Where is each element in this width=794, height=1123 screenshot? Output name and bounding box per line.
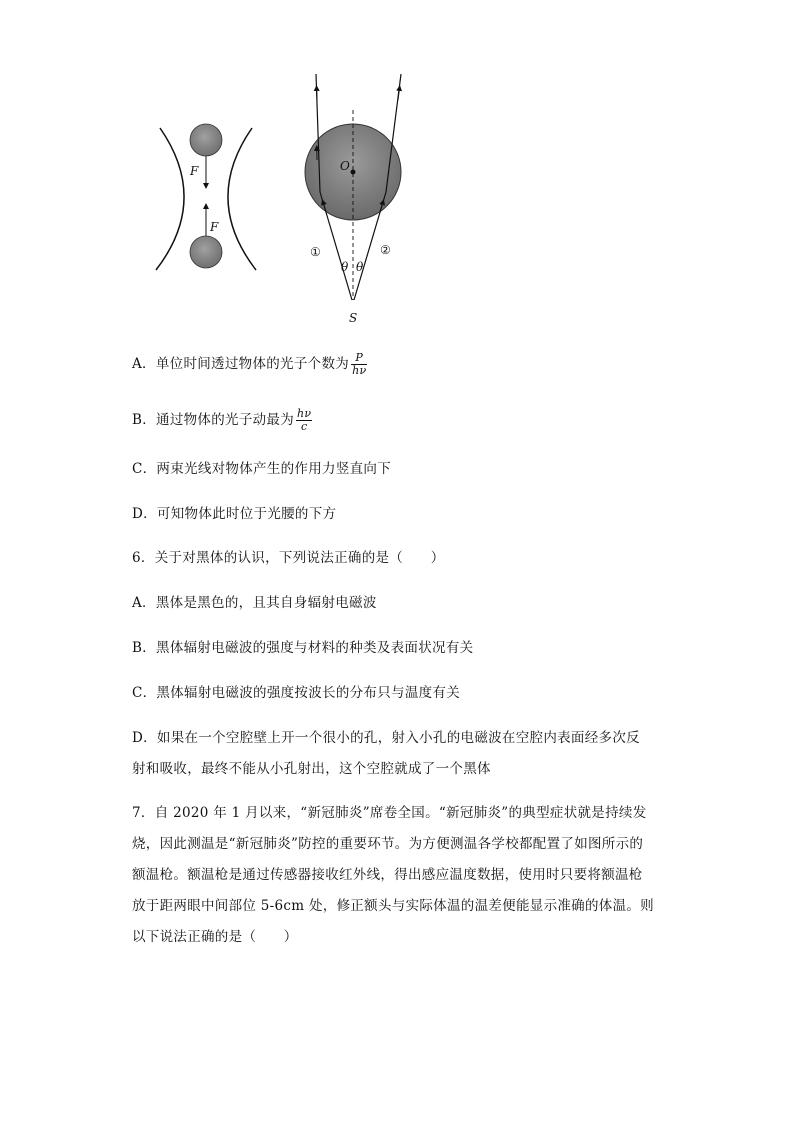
q7-stem-line5: 以下说法正确的是（ ） [132,929,298,945]
ball-bottom [190,236,222,268]
q6-option-a: A．黑体是黑色的，且其自身辐射电磁波 [132,595,377,611]
waist-left-curve [156,128,184,270]
q5-option-a-denominator: hν [352,364,367,377]
q5-option-c: C．两束光线对物体产生的作用力竖直向下 [132,461,392,477]
q5-option-b-numerator: hν [297,407,312,420]
physics-figure [140,60,430,330]
q5-option-a-fraction [351,352,367,377]
q7-stem-line3: 额温枪。额温枪是通过传感器接收红外线，得出感应温度数据，使用时只要将额温枪 [132,867,643,883]
ball-top [190,124,222,156]
q6-stem: 6．关于对黑体的认识，下列说法正确的是（ ） [132,550,445,566]
waist-right-curve [228,128,256,270]
q5-option-d: D．可知物体此时位于光腰的下方 [132,506,337,522]
ray1-label: ① [310,245,321,259]
q5-option-b-text: B．通过物体的光子动最为 [132,412,295,428]
q5-option-b-denominator: c [300,420,308,433]
force-label-bottom: F [210,220,219,234]
q6-option-d-line1: D．如果在一个空腔壁上开一个很小的孔，射入小孔的电磁波在空腔内表面经多次反 [132,730,640,746]
source-label: S [349,311,358,325]
q7-stem-line1: 7．自 2020 年 1 月以来，“新冠肺炎”席卷全国。“新冠肺炎”的典型症状就是持续发 [132,805,647,821]
q5-option-b-fraction [296,408,312,433]
angle2-label: θ [356,260,364,274]
angle1-label: θ [341,260,349,274]
q6-option-d-line2: 射和吸收，最终不能从小孔射出，这个空腔就成了一个黑体 [132,761,491,777]
q5-option-a [132,352,367,377]
q5-option-b [132,408,312,433]
beam-waist-figure [156,124,256,270]
q5-option-a-text: A．单位时间透过物体的光子个数为 [132,356,350,372]
q7-stem-line2: 烧，因此测温是“新冠肺炎”防控的重要环节。为方便测温各学校都配置了如图所示的 [132,836,644,852]
q6-option-b: B．黑体辐射电磁波的强度与材料的种类及表面状况有关 [132,640,474,656]
center-label: O [340,159,350,173]
ray2-label: ② [380,243,391,257]
force-label-top: F [190,164,199,178]
q7-stem-line4: 放于距两眼中间部位 5-6cm 处，修正额头与实际体温的温差便能显示准确的体温。则 [132,898,654,914]
center-dot [351,170,356,175]
light-ray-figure [305,74,401,325]
q5-option-a-numerator: P [351,352,367,365]
q6-option-c: C．黑体辐射电磁波的强度按波长的分布只与温度有关 [132,685,461,701]
